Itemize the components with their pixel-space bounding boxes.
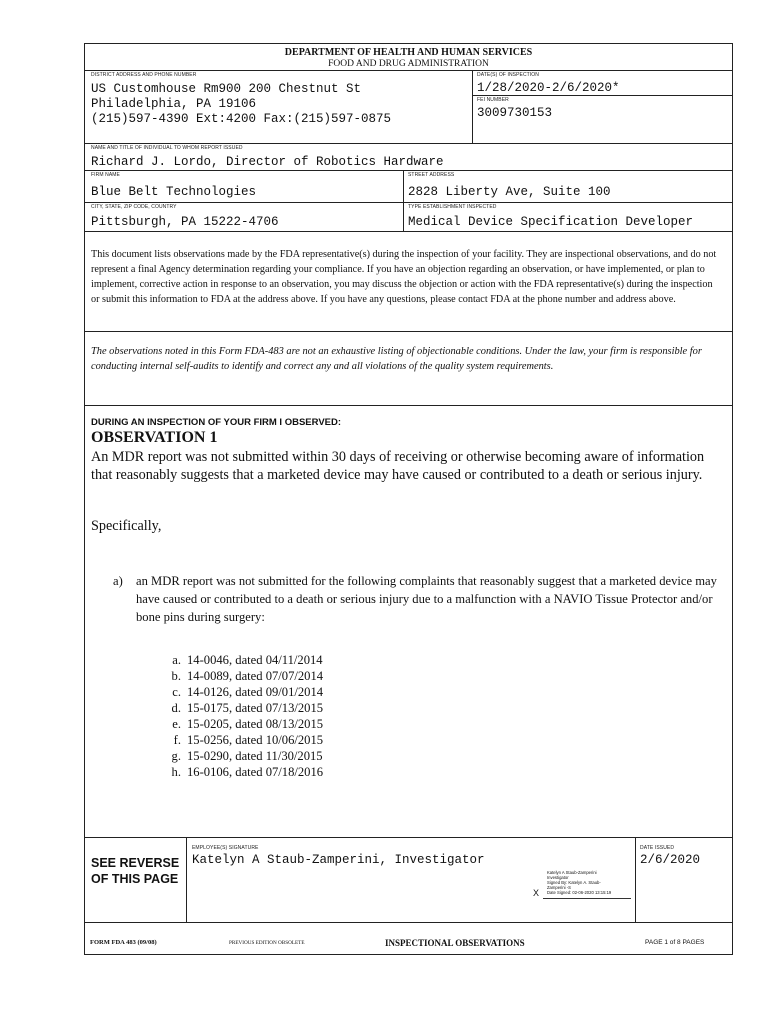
divider: [472, 70, 473, 143]
during-inspection-label: DURING AN INSPECTION OF YOUR FIRM I OBSERVED:: [91, 417, 342, 428]
complaint-entry: 14-0089, dated 07/07/2014: [187, 669, 324, 683]
divider: [472, 95, 733, 96]
list-item: [157, 732, 323, 748]
street-label: STREET ADDRESS: [408, 172, 455, 178]
street-address: 2828 Liberty Ave, Suite 100: [408, 185, 611, 199]
list-item: [157, 716, 323, 732]
divider: [85, 405, 732, 406]
complaint-entry: 15-0205, dated 08/13/2015: [187, 717, 324, 731]
item-a-text: an MDR report was not submitted for the following complaints that reasonably suggest that a marketed device may have caused or contributed to a death or serious injury due to a malfunction with a NAVIO Tissue Protector and/or bone pins during surgery:: [136, 574, 717, 624]
city-state-zip: Pittsburgh, PA 15222-4706: [91, 215, 279, 229]
electronic-signature: [533, 862, 631, 900]
signature-line: [543, 898, 631, 899]
complaint-entry: 15-0290, dated 11/30/2015: [187, 749, 323, 763]
list-marker: g.: [171, 749, 181, 763]
employee-name: Katelyn A Staub-Zamperini, Investigator: [192, 853, 485, 867]
complaint-list: [157, 652, 323, 780]
recipient-name: Richard J. Lordo, Director of Robotics Hardware: [91, 155, 444, 169]
district-address-line2: Philadelphia, PA 19106: [91, 97, 257, 111]
notice-paragraph: This document lists observations made by the FDA representative(s) during the inspection of your facility. They are inspectional observations, and do not represent a final Agency determination regarding your compliance. If you have an objection regarding an observation, or have implemented, or plan to implement, corrective action in response to an observation, you may discuss the objection or action with the FDA representative(s) during the inspection or submit this information to FDA at the address above. If you have any questions, please contact FDA at the phone number and address above.: [91, 249, 717, 305]
city-label: CITY, STATE, ZIP CODE, COUNTRY: [91, 204, 177, 210]
signature-name: Katelyn A Staub-Zamperini: [547, 870, 597, 875]
divider: [186, 837, 187, 922]
list-marker: c.: [172, 685, 181, 699]
signature-details: [547, 870, 611, 895]
department-title: DEPARTMENT OF HEALTH AND HUMAN SERVICES: [284, 47, 533, 58]
employee-signature-label: EMPLOYEE(S) SIGNATURE: [192, 845, 259, 851]
see-reverse-note: [91, 855, 179, 887]
observation-item-a: [113, 572, 725, 626]
list-marker: f.: [173, 733, 181, 747]
see-reverse-line2: OF THIS PAGE: [91, 872, 179, 886]
signature-date: Date Signed: 02-06-2020 13:15:19: [547, 890, 612, 895]
inspection-dates-label: DATE(S) OF INSPECTION: [477, 72, 540, 78]
agency-title: FOOD AND DRUG ADMINISTRATION: [328, 59, 489, 69]
complaint-entry: 14-0046, dated 04/11/2014: [187, 653, 323, 667]
establishment-type: Medical Device Specification Developer: [408, 215, 694, 229]
recipient-label: NAME AND TITLE OF INDIVIDUAL TO WHOM REPORT ISSUED: [91, 145, 243, 151]
complaint-entry: 14-0126, dated 09/01/2014: [187, 685, 324, 699]
divider: [85, 143, 732, 144]
list-marker: h.: [171, 765, 181, 779]
page-indicator: PAGE 1 of 8 PAGES: [645, 939, 705, 946]
district-phone: (215)597-4390 Ext:4200 Fax:(215)597-0875: [91, 112, 392, 126]
list-marker: e.: [172, 717, 181, 731]
form-title: INSPECTIONAL OBSERVATIONS: [385, 938, 525, 948]
signature-signed-by-cont: Zamperini -S: [547, 885, 571, 890]
district-label: DISTRICT ADDRESS AND PHONE NUMBER: [91, 72, 197, 78]
divider: [85, 231, 732, 232]
signature-signed-by: Signed By: Katelyn A. Staub-: [547, 880, 601, 885]
complaint-entry: 16-0106, dated 07/18/2016: [187, 765, 324, 779]
form-number: FORM FDA 483 (09/08): [90, 939, 157, 946]
inspection-dates: 1/28/2020-2/6/2020*: [477, 81, 620, 95]
divider: [403, 170, 404, 231]
date-issued: 2/6/2020: [640, 853, 701, 867]
list-item: [157, 748, 323, 764]
divider: [85, 170, 732, 171]
signature-role: Investigator: [547, 875, 569, 880]
list-item: [157, 684, 323, 700]
district-address-line1: US Customhouse Rm900 200 Chestnut St: [91, 82, 362, 96]
divider: [85, 331, 732, 332]
disclaimer-paragraph: The observations noted in this Form FDA-483 are not an exhaustive listing of objectionable conditions. Under the law, your firm is responsible for conducting internal self-audits to identify and correct any and all violations of the quality system requirements.: [91, 346, 702, 372]
observation-text: An MDR report was not submitted within 30 days of receiving or otherwise becoming aware of information that reasonably suggests that a marketed device may have caused or contributed to a death or serious injury.: [91, 449, 705, 483]
list-item: [157, 764, 323, 780]
firm-name-label: FIRM NAME: [91, 172, 120, 178]
signature-x-mark: X: [533, 888, 540, 898]
fei-label: FEI NUMBER: [477, 97, 509, 103]
item-a-marker: a): [113, 574, 123, 588]
specifically-label: Specifically,: [91, 518, 162, 534]
list-item: [157, 652, 323, 668]
list-marker: b.: [171, 669, 181, 683]
list-marker: d.: [171, 701, 181, 715]
date-issued-label: DATE ISSUED: [640, 845, 675, 851]
divider: [85, 202, 732, 203]
fda-483-form: [84, 43, 733, 955]
divider: [635, 837, 636, 922]
previous-edition-note: PREVIOUS EDITION OBSOLETE: [229, 940, 305, 946]
list-marker: a.: [172, 653, 181, 667]
fei-number: 3009730153: [477, 106, 553, 120]
see-reverse-line1: SEE REVERSE: [91, 856, 180, 870]
complaint-entry: 15-0175, dated 07/13/2015: [187, 701, 324, 715]
divider: [85, 922, 732, 923]
divider: [85, 70, 732, 71]
firm-name: Blue Belt Technologies: [91, 185, 257, 199]
complaint-entry: 15-0256, dated 10/06/2015: [187, 733, 324, 747]
observation-heading: OBSERVATION 1: [91, 429, 218, 446]
list-item: [157, 668, 323, 684]
list-item: [157, 700, 323, 716]
establishment-label: TYPE ESTABLISHMENT INSPECTED: [408, 204, 497, 210]
